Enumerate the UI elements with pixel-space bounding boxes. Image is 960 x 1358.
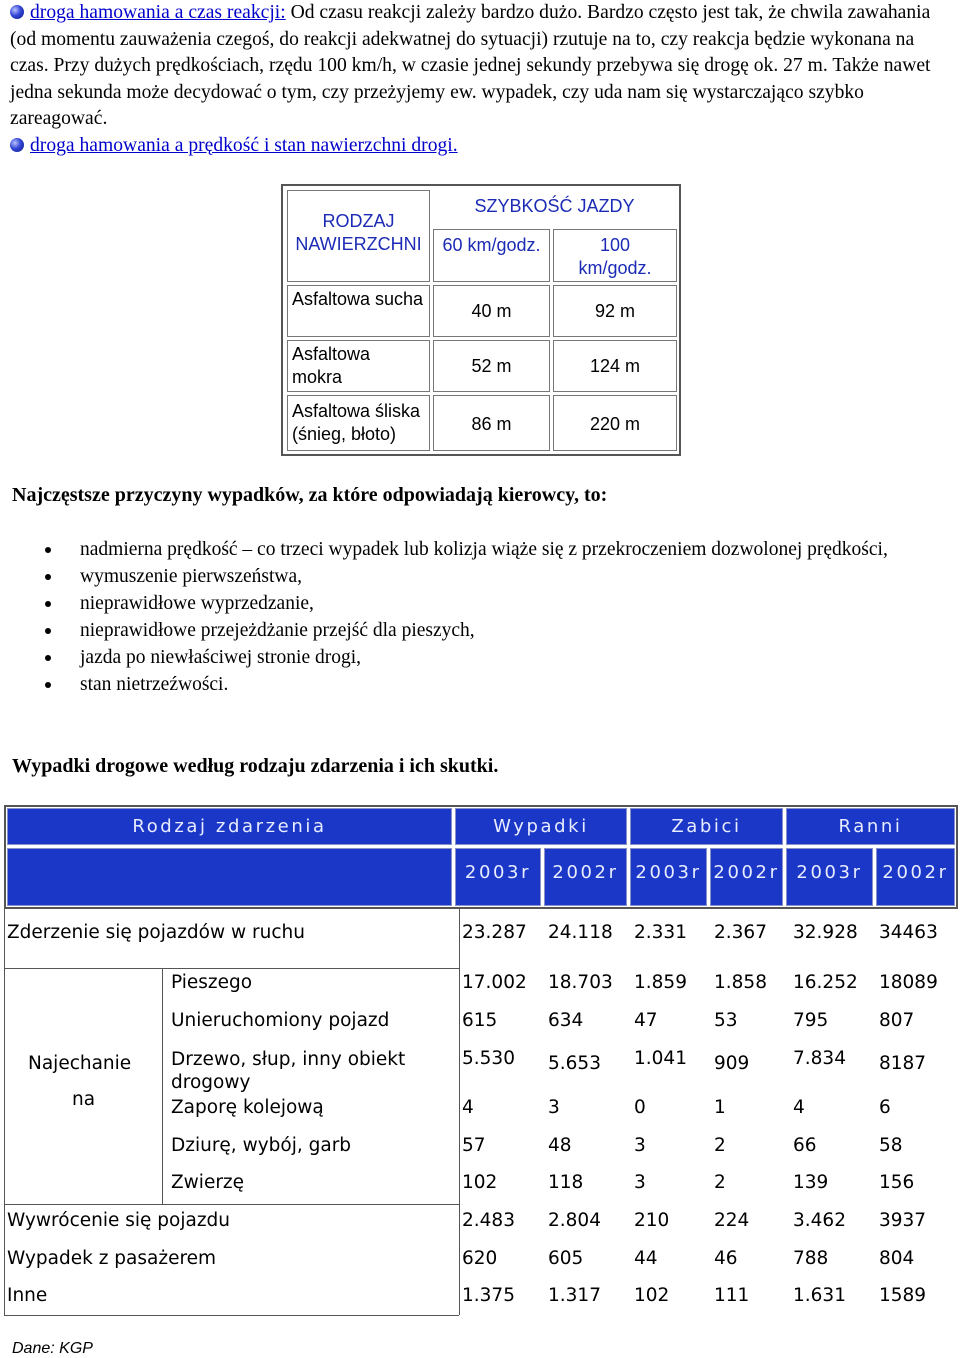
table-cell: 139 bbox=[793, 1172, 829, 1193]
table-cell: 18.703 bbox=[548, 972, 613, 993]
intro-paragraph bbox=[10, 0, 954, 159]
table-cell: 0 bbox=[634, 1097, 646, 1118]
table-cell: 44 bbox=[634, 1248, 658, 1269]
source-note: Dane: KGP bbox=[12, 1340, 93, 1357]
col-type-header: Rodzaj zdarzenia bbox=[7, 808, 452, 845]
table-cell: 620 bbox=[462, 1248, 498, 1269]
row-label: Wypadek z pasażerem bbox=[7, 1248, 217, 1269]
row-label: Dziurę, wybój, garb bbox=[171, 1135, 352, 1156]
table-cell: 32.928 bbox=[793, 922, 858, 943]
row-divider bbox=[4, 968, 459, 969]
table-cell: 210 bbox=[634, 1210, 670, 1231]
row-label: Pieszego bbox=[171, 972, 253, 993]
group-label: Najechanie bbox=[28, 1053, 132, 1074]
surface-slippery: Asfaltowa śliska (śnieg, błoto) bbox=[292, 401, 421, 444]
row-label: Zderzenie się pojazdów w ruchu bbox=[7, 922, 305, 943]
table-cell: 156 bbox=[879, 1172, 915, 1193]
table-cell: 224 bbox=[714, 1210, 750, 1231]
list-item: jazda po niewłaściwej stronie drogi, bbox=[40, 644, 955, 671]
table-cell: 2.331 bbox=[634, 922, 687, 943]
causes-list bbox=[40, 536, 955, 698]
table-cell: 4 bbox=[793, 1097, 805, 1118]
table-cell: 2 bbox=[714, 1172, 726, 1193]
year-header: 2003r bbox=[786, 848, 873, 906]
bullet-icon bbox=[10, 5, 24, 19]
table-cell: 1.375 bbox=[462, 1285, 515, 1306]
table-cell: 18089 bbox=[879, 972, 938, 993]
table-cell: 1.858 bbox=[714, 972, 767, 993]
col-injured-header: Ranni bbox=[786, 808, 955, 845]
list-item: nadmierna prędkość – co trzeci wypadek lub kolizja wiąże się z przekroczeniem dozwolonej prędkości, bbox=[40, 536, 955, 563]
table-cell: 795 bbox=[793, 1010, 829, 1031]
table-cell: 5.653 bbox=[548, 1053, 601, 1074]
braking-table bbox=[281, 184, 681, 456]
table-cell: 807 bbox=[879, 1010, 915, 1031]
table-cell: 2 bbox=[714, 1135, 726, 1156]
table-cell: 1.317 bbox=[548, 1285, 601, 1306]
value-cell bbox=[433, 340, 550, 392]
group-label: na bbox=[72, 1089, 96, 1110]
table-bottom-border bbox=[4, 1315, 459, 1316]
speed-100-label: 100 km/godz. bbox=[578, 235, 652, 278]
table-cell: 118 bbox=[548, 1172, 584, 1193]
value-slippery-60: 86 m bbox=[471, 414, 512, 434]
table-cell: 3 bbox=[548, 1097, 560, 1118]
surface-wet: Asfaltowa mokra bbox=[292, 344, 371, 387]
value-cell bbox=[433, 395, 550, 451]
table-cell: 2.483 bbox=[462, 1210, 515, 1231]
accidents-heading: Wypadki drogowe według rodzaju zdarzenia i ich skutki. bbox=[12, 755, 499, 777]
row-label: Zaporę kolejową bbox=[171, 1097, 324, 1118]
link-braking-speed[interactable]: droga hamowania a prędkość i stan nawierzchni drogi. bbox=[30, 134, 458, 156]
bullet-icon bbox=[10, 138, 24, 152]
surface-cell-slippery bbox=[287, 395, 430, 451]
table-cell: 53 bbox=[714, 1010, 738, 1031]
speed-60-label: 60 km/godz. bbox=[442, 235, 541, 255]
group-divider bbox=[162, 968, 163, 1204]
surface-header-cell bbox=[287, 190, 430, 282]
table-cell: 3 bbox=[634, 1172, 646, 1193]
table-cell: 17.002 bbox=[462, 972, 527, 993]
row-label: Wywrócenie się pojazdu bbox=[7, 1210, 231, 1231]
surface-cell-wet bbox=[287, 340, 430, 392]
table-cell: 1589 bbox=[879, 1285, 927, 1306]
row-label: Zwierzę bbox=[171, 1172, 245, 1193]
table-cell: 5.530 bbox=[462, 1048, 515, 1069]
value-cell bbox=[553, 340, 677, 392]
table-cell: 909 bbox=[714, 1053, 750, 1074]
table-cell: 615 bbox=[462, 1010, 498, 1031]
table-cell: 804 bbox=[879, 1248, 915, 1269]
table-cell: 8187 bbox=[879, 1053, 927, 1074]
table-cell: 3.462 bbox=[793, 1210, 846, 1231]
row-label: Inne bbox=[7, 1285, 48, 1306]
year-header: 2003r bbox=[630, 848, 707, 906]
table-cell: 58 bbox=[879, 1135, 903, 1156]
table-cell: 24.118 bbox=[548, 922, 613, 943]
column-divider bbox=[459, 909, 460, 1315]
surface-cell-dry bbox=[287, 285, 430, 337]
table-cell: 102 bbox=[462, 1172, 498, 1193]
surface-header: RODZAJ NAWIERZCHNI bbox=[295, 211, 422, 254]
table-cell: 34463 bbox=[879, 922, 938, 943]
table-cell: 102 bbox=[634, 1285, 670, 1306]
table-cell: 1.041 bbox=[634, 1048, 687, 1069]
table-cell: 4 bbox=[462, 1097, 474, 1118]
list-item: nieprawidłowe przejeżdżanie przejść dla pieszych, bbox=[40, 617, 955, 644]
table-cell: 66 bbox=[793, 1135, 817, 1156]
table-cell: 634 bbox=[548, 1010, 584, 1031]
table-cell: 46 bbox=[714, 1248, 738, 1269]
speed-60-cell bbox=[433, 229, 550, 282]
list-item: wymuszenie pierwszeństwa, bbox=[40, 563, 955, 590]
table-cell: 3 bbox=[634, 1135, 646, 1156]
value-dry-100: 92 m bbox=[594, 301, 636, 321]
table-cell: 57 bbox=[462, 1135, 486, 1156]
table-cell: 605 bbox=[548, 1248, 584, 1269]
table-cell: 2.804 bbox=[548, 1210, 601, 1231]
table-cell: 788 bbox=[793, 1248, 829, 1269]
causes-heading: Najczęstsze przyczyny wypadków, za które odpowiadają kierowcy, to: bbox=[12, 484, 608, 506]
year-header: 2002r bbox=[544, 848, 627, 906]
value-dry-60: 40 m bbox=[471, 301, 512, 321]
table-cell: 6 bbox=[879, 1097, 891, 1118]
row-divider bbox=[4, 1204, 459, 1205]
year-header: 2002r bbox=[876, 848, 955, 906]
value-slippery-100: 220 m bbox=[589, 414, 641, 434]
table-cell: 48 bbox=[548, 1135, 572, 1156]
speed-header: SZYBKOŚĆ JAZDY bbox=[474, 196, 635, 216]
reaction-time-text: Od czasu reakcji zależy bardzo dużo. Bardzo często jest tak, że chwila zawahania (od momentu zauważenia czegoś, do reakcji adekwatnej do sytuacji) rzutuje na to, czy reakcja będzie wykonana na czas. Przy dużych prędkościach, rzędu 100 km/h, w czasie jednej sekundy przebywa się drogę ok. 27 m. Także nawet jedna sekunda może decydować o tym, czy przeżyjemy ew. wypadek, czy uda nam się wystarczająco szybko zareagować. bbox=[10, 2, 931, 129]
speed-header-cell bbox=[432, 190, 677, 227]
row-label: Drzewo, słup, inny obiekt drogowy bbox=[171, 1049, 406, 1093]
link-reaction-time[interactable]: droga hamowania a czas reakcji: bbox=[30, 2, 286, 23]
table-left-border bbox=[4, 909, 5, 1315]
table-cell: 16.252 bbox=[793, 972, 858, 993]
value-cell bbox=[433, 285, 550, 337]
table-cell: 1.859 bbox=[634, 972, 687, 993]
surface-dry: Asfaltowa sucha bbox=[292, 289, 424, 309]
row-label: Unieruchomiony pojazd bbox=[171, 1010, 390, 1031]
table-cell: 2.367 bbox=[714, 922, 767, 943]
value-cell bbox=[553, 285, 677, 337]
table-cell: 3937 bbox=[879, 1210, 927, 1231]
value-wet-100: 124 m bbox=[589, 356, 641, 376]
year-header: 2003r bbox=[455, 848, 541, 906]
table-cell: 1 bbox=[714, 1097, 726, 1118]
list-item: nieprawidłowe wyprzedzanie, bbox=[40, 590, 955, 617]
table-cell: 7.834 bbox=[793, 1048, 846, 1069]
list-item: stan nietrzeźwości. bbox=[40, 671, 955, 698]
value-wet-60: 52 m bbox=[471, 356, 512, 376]
table-cell: 23.287 bbox=[462, 922, 527, 943]
header-blank-cell bbox=[7, 848, 452, 906]
speed-100-cell bbox=[553, 229, 677, 282]
table-cell: 47 bbox=[634, 1010, 658, 1031]
col-accidents-header: Wypadki bbox=[455, 808, 627, 845]
col-killed-header: Zabici bbox=[630, 808, 783, 845]
table-cell: 1.631 bbox=[793, 1285, 846, 1306]
year-header: 2002r bbox=[710, 848, 783, 906]
table-cell: 111 bbox=[714, 1285, 750, 1306]
value-cell bbox=[553, 395, 677, 451]
